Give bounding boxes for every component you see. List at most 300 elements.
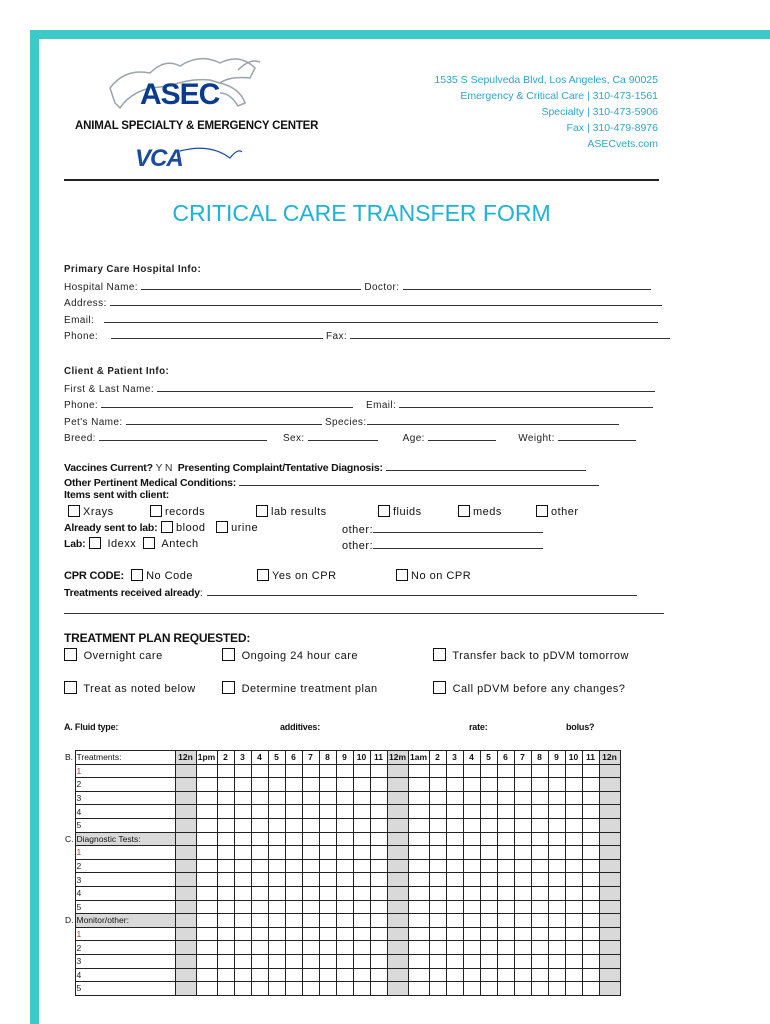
- schedule-cell[interactable]: [565, 764, 582, 778]
- schedule-cell[interactable]: [234, 764, 251, 778]
- schedule-cell[interactable]: [497, 832, 514, 846]
- schedule-cell[interactable]: [497, 927, 514, 941]
- schedule-cell[interactable]: [302, 968, 319, 982]
- sent-other-field[interactable]: [373, 522, 543, 533]
- schedule-cell[interactable]: [268, 873, 285, 887]
- schedule-cell[interactable]: [463, 778, 480, 792]
- schedule-cell[interactable]: [548, 778, 565, 792]
- treatments-received-field-2[interactable]: [64, 603, 664, 614]
- schedule-cell[interactable]: [302, 982, 319, 996]
- schedule-cell[interactable]: [268, 832, 285, 846]
- schedule-cell[interactable]: [353, 791, 370, 805]
- schedule-cell[interactable]: [319, 846, 336, 860]
- schedule-cell[interactable]: [175, 914, 196, 928]
- antech-checkbox[interactable]: [143, 537, 155, 549]
- schedule-cell[interactable]: [251, 832, 268, 846]
- schedule-cell[interactable]: [387, 818, 408, 832]
- schedule-cell[interactable]: [336, 832, 353, 846]
- schedule-cell[interactable]: [599, 778, 620, 792]
- schedule-cell[interactable]: [531, 982, 548, 996]
- schedule-cell[interactable]: [336, 846, 353, 860]
- idexx-checkbox[interactable]: [89, 537, 101, 549]
- schedule-cell[interactable]: [408, 927, 429, 941]
- schedule-cell[interactable]: [548, 846, 565, 860]
- grid-row-number[interactable]: 1: [75, 927, 175, 941]
- schedule-cell[interactable]: [175, 982, 196, 996]
- grid-row-number[interactable]: 2: [75, 859, 175, 873]
- schedule-cell[interactable]: [196, 941, 217, 955]
- schedule-cell[interactable]: [565, 818, 582, 832]
- schedule-cell[interactable]: [463, 873, 480, 887]
- schedule-cell[interactable]: [582, 982, 599, 996]
- schedule-cell[interactable]: [268, 900, 285, 914]
- schedule-cell[interactable]: [285, 778, 302, 792]
- schedule-cell[interactable]: [446, 886, 463, 900]
- schedule-cell[interactable]: [353, 927, 370, 941]
- schedule-cell[interactable]: [408, 873, 429, 887]
- schedule-cell[interactable]: [285, 832, 302, 846]
- schedule-cell[interactable]: [480, 764, 497, 778]
- checkbox[interactable]: [64, 648, 77, 661]
- schedule-cell[interactable]: [565, 941, 582, 955]
- schedule-cell[interactable]: [370, 818, 387, 832]
- schedule-cell[interactable]: [285, 873, 302, 887]
- schedule-cell[interactable]: [353, 764, 370, 778]
- schedule-cell[interactable]: [302, 805, 319, 819]
- schedule-cell[interactable]: [599, 886, 620, 900]
- schedule-cell[interactable]: [582, 886, 599, 900]
- schedule-cell[interactable]: [196, 873, 217, 887]
- schedule-cell[interactable]: [319, 832, 336, 846]
- schedule-cell[interactable]: [217, 818, 234, 832]
- schedule-cell[interactable]: [497, 791, 514, 805]
- schedule-cell[interactable]: [599, 914, 620, 928]
- yes-cpr-option[interactable]: [257, 569, 337, 582]
- grid-row-number[interactable]: 2: [75, 941, 175, 955]
- client-phone-field[interactable]: [101, 397, 353, 408]
- schedule-cell[interactable]: [353, 805, 370, 819]
- schedule-cell[interactable]: [599, 982, 620, 996]
- schedule-cell[interactable]: [408, 941, 429, 955]
- schedule-cell[interactable]: [548, 873, 565, 887]
- schedule-cell[interactable]: [196, 900, 217, 914]
- schedule-cell[interactable]: [408, 805, 429, 819]
- age-field[interactable]: [428, 430, 496, 441]
- schedule-cell[interactable]: [217, 832, 234, 846]
- schedule-cell[interactable]: [565, 859, 582, 873]
- schedule-cell[interactable]: [268, 764, 285, 778]
- plan-transfer-back[interactable]: [433, 648, 629, 662]
- schedule-cell[interactable]: [599, 832, 620, 846]
- schedule-cell[interactable]: [196, 778, 217, 792]
- schedule-cell[interactable]: [531, 914, 548, 928]
- urine-checkbox[interactable]: [216, 521, 228, 533]
- schedule-cell[interactable]: [370, 954, 387, 968]
- schedule-cell[interactable]: [196, 927, 217, 941]
- schedule-cell[interactable]: [497, 954, 514, 968]
- schedule-cell[interactable]: [268, 886, 285, 900]
- schedule-cell[interactable]: [480, 791, 497, 805]
- grid-row-number[interactable]: 3: [75, 791, 175, 805]
- schedule-cell[interactable]: [408, 968, 429, 982]
- schedule-cell[interactable]: [582, 900, 599, 914]
- schedule-cell[interactable]: [251, 941, 268, 955]
- schedule-cell[interactable]: [599, 818, 620, 832]
- schedule-cell[interactable]: [514, 832, 531, 846]
- schedule-cell[interactable]: [196, 846, 217, 860]
- schedule-cell[interactable]: [370, 968, 387, 982]
- schedule-cell[interactable]: [446, 805, 463, 819]
- schedule-cell[interactable]: [370, 791, 387, 805]
- schedule-cell[interactable]: [175, 791, 196, 805]
- schedule-cell[interactable]: [217, 968, 234, 982]
- schedule-cell[interactable]: [514, 927, 531, 941]
- schedule-cell[interactable]: [497, 764, 514, 778]
- grid-row-number[interactable]: 4: [75, 886, 175, 900]
- schedule-cell[interactable]: [531, 900, 548, 914]
- no-cpr-checkbox[interactable]: [396, 569, 408, 581]
- schedule-cell[interactable]: [429, 846, 446, 860]
- schedule-cell[interactable]: [336, 886, 353, 900]
- schedule-cell[interactable]: [370, 900, 387, 914]
- schedule-cell[interactable]: [285, 941, 302, 955]
- schedule-cell[interactable]: [217, 873, 234, 887]
- checkbox[interactable]: [433, 648, 446, 661]
- phone-field[interactable]: [111, 328, 323, 339]
- schedule-cell[interactable]: [531, 968, 548, 982]
- schedule-cell[interactable]: [565, 954, 582, 968]
- schedule-cell[interactable]: [234, 846, 251, 860]
- blood-checkbox[interactable]: [161, 521, 173, 533]
- schedule-cell[interactable]: [429, 764, 446, 778]
- schedule-cell[interactable]: [599, 859, 620, 873]
- website-line[interactable]: ASECvets.com: [587, 138, 658, 150]
- schedule-cell[interactable]: [531, 832, 548, 846]
- first-last-name-field[interactable]: [157, 381, 655, 392]
- schedule-cell[interactable]: [234, 941, 251, 955]
- schedule-cell[interactable]: [251, 873, 268, 887]
- schedule-cell[interactable]: [353, 818, 370, 832]
- schedule-cell[interactable]: [480, 968, 497, 982]
- schedule-cell[interactable]: [319, 805, 336, 819]
- schedule-cell[interactable]: [463, 914, 480, 928]
- schedule-cell[interactable]: [268, 791, 285, 805]
- schedule-cell[interactable]: [446, 832, 463, 846]
- schedule-cell[interactable]: [429, 886, 446, 900]
- schedule-cell[interactable]: [565, 900, 582, 914]
- schedule-cell[interactable]: [285, 886, 302, 900]
- checkbox[interactable]: [256, 505, 268, 517]
- schedule-cell[interactable]: [531, 846, 548, 860]
- grid-row-number[interactable]: 5: [75, 818, 175, 832]
- checkbox[interactable]: [64, 681, 77, 694]
- schedule-cell[interactable]: [336, 941, 353, 955]
- schedule-cell[interactable]: [251, 818, 268, 832]
- schedule-cell[interactable]: [196, 886, 217, 900]
- schedule-cell[interactable]: [196, 764, 217, 778]
- schedule-cell[interactable]: [353, 886, 370, 900]
- plan-overnight[interactable]: [64, 648, 163, 662]
- schedule-cell[interactable]: [387, 954, 408, 968]
- schedule-cell[interactable]: [302, 873, 319, 887]
- schedule-cell[interactable]: [565, 927, 582, 941]
- schedule-cell[interactable]: [217, 764, 234, 778]
- schedule-cell[interactable]: [234, 927, 251, 941]
- schedule-cell[interactable]: [582, 914, 599, 928]
- schedule-cell[interactable]: [446, 791, 463, 805]
- schedule-cell[interactable]: [463, 805, 480, 819]
- schedule-cell[interactable]: [217, 846, 234, 860]
- schedule-cell[interactable]: [480, 818, 497, 832]
- schedule-cell[interactable]: [370, 859, 387, 873]
- schedule-cell[interactable]: [268, 859, 285, 873]
- email-field[interactable]: [104, 312, 658, 323]
- schedule-cell[interactable]: [175, 764, 196, 778]
- schedule-cell[interactable]: [268, 927, 285, 941]
- schedule-cell[interactable]: [285, 859, 302, 873]
- checkbox[interactable]: [150, 505, 162, 517]
- schedule-cell[interactable]: [429, 873, 446, 887]
- weight-field[interactable]: [558, 430, 636, 441]
- schedule-cell[interactable]: [408, 791, 429, 805]
- schedule-cell[interactable]: [531, 778, 548, 792]
- schedule-cell[interactable]: [234, 805, 251, 819]
- schedule-cell[interactable]: [175, 778, 196, 792]
- schedule-cell[interactable]: [514, 968, 531, 982]
- schedule-cell[interactable]: [302, 832, 319, 846]
- schedule-cell[interactable]: [463, 818, 480, 832]
- plan-ongoing[interactable]: [222, 648, 358, 662]
- schedule-cell[interactable]: [251, 791, 268, 805]
- schedule-cell[interactable]: [234, 832, 251, 846]
- schedule-cell[interactable]: [251, 846, 268, 860]
- species-field[interactable]: [367, 414, 619, 425]
- schedule-cell[interactable]: [319, 941, 336, 955]
- schedule-cell[interactable]: [234, 982, 251, 996]
- schedule-cell[interactable]: [446, 818, 463, 832]
- schedule-cell[interactable]: [463, 900, 480, 914]
- schedule-cell[interactable]: [353, 873, 370, 887]
- schedule-cell[interactable]: [196, 791, 217, 805]
- schedule-cell[interactable]: [336, 968, 353, 982]
- schedule-cell[interactable]: [408, 832, 429, 846]
- schedule-cell[interactable]: [480, 914, 497, 928]
- schedule-cell[interactable]: [514, 941, 531, 955]
- schedule-cell[interactable]: [582, 832, 599, 846]
- schedule-cell[interactable]: [319, 778, 336, 792]
- schedule-cell[interactable]: [446, 954, 463, 968]
- schedule-cell[interactable]: [599, 764, 620, 778]
- grid-row-number[interactable]: 2: [75, 778, 175, 792]
- schedule-cell[interactable]: [565, 886, 582, 900]
- schedule-cell[interactable]: [370, 886, 387, 900]
- schedule-cell[interactable]: [446, 927, 463, 941]
- schedule-cell[interactable]: [319, 954, 336, 968]
- schedule-cell[interactable]: [531, 859, 548, 873]
- schedule-cell[interactable]: [217, 982, 234, 996]
- schedule-cell[interactable]: [268, 805, 285, 819]
- schedule-cell[interactable]: [599, 873, 620, 887]
- schedule-cell[interactable]: [548, 859, 565, 873]
- schedule-cell[interactable]: [582, 927, 599, 941]
- schedule-cell[interactable]: [251, 914, 268, 928]
- schedule-cell[interactable]: [268, 982, 285, 996]
- schedule-cell[interactable]: [463, 846, 480, 860]
- schedule-cell[interactable]: [446, 941, 463, 955]
- schedule-cell[interactable]: [514, 982, 531, 996]
- other-conditions-field[interactable]: [239, 475, 599, 486]
- schedule-cell[interactable]: [582, 941, 599, 955]
- schedule-cell[interactable]: [497, 778, 514, 792]
- schedule-cell[interactable]: [480, 805, 497, 819]
- schedule-cell[interactable]: [548, 968, 565, 982]
- pets-name-field[interactable]: [126, 414, 322, 425]
- schedule-cell[interactable]: [302, 941, 319, 955]
- schedule-cell[interactable]: [319, 982, 336, 996]
- grid-row-number[interactable]: 3: [75, 954, 175, 968]
- schedule-cell[interactable]: [370, 778, 387, 792]
- schedule-cell[interactable]: [548, 954, 565, 968]
- schedule-cell[interactable]: [353, 900, 370, 914]
- schedule-cell[interactable]: [196, 818, 217, 832]
- schedule-cell[interactable]: [446, 914, 463, 928]
- schedule-cell[interactable]: [268, 846, 285, 860]
- schedule-cell[interactable]: [480, 982, 497, 996]
- schedule-cell[interactable]: [370, 927, 387, 941]
- no-cpr-option[interactable]: [396, 569, 471, 582]
- schedule-cell[interactable]: [387, 846, 408, 860]
- schedule-cell[interactable]: [497, 968, 514, 982]
- plan-treat-noted[interactable]: [64, 681, 196, 695]
- address-field[interactable]: [110, 295, 662, 306]
- schedule-cell[interactable]: [196, 954, 217, 968]
- schedule-cell[interactable]: [408, 846, 429, 860]
- schedule-cell[interactable]: [429, 914, 446, 928]
- schedule-cell[interactable]: [370, 873, 387, 887]
- item-lab-results[interactable]: [256, 505, 327, 518]
- schedule-cell[interactable]: [408, 886, 429, 900]
- schedule-cell[interactable]: [480, 778, 497, 792]
- schedule-cell[interactable]: [217, 805, 234, 819]
- schedule-cell[interactable]: [446, 982, 463, 996]
- grid-row-number[interactable]: 4: [75, 805, 175, 819]
- schedule-cell[interactable]: [514, 914, 531, 928]
- schedule-cell[interactable]: [408, 859, 429, 873]
- schedule-cell[interactable]: [353, 914, 370, 928]
- schedule-cell[interactable]: [319, 873, 336, 887]
- schedule-cell[interactable]: [429, 927, 446, 941]
- schedule-cell[interactable]: [565, 791, 582, 805]
- schedule-cell[interactable]: [446, 873, 463, 887]
- schedule-cell[interactable]: [599, 954, 620, 968]
- schedule-cell[interactable]: [336, 900, 353, 914]
- schedule-cell[interactable]: [565, 832, 582, 846]
- schedule-cell[interactable]: [336, 791, 353, 805]
- schedule-cell[interactable]: [370, 914, 387, 928]
- treatments-received-field[interactable]: [207, 585, 637, 596]
- schedule-cell[interactable]: [429, 941, 446, 955]
- schedule-cell[interactable]: [582, 968, 599, 982]
- schedule-cell[interactable]: [565, 805, 582, 819]
- schedule-cell[interactable]: [336, 778, 353, 792]
- schedule-cell[interactable]: [268, 818, 285, 832]
- grid-row-number[interactable]: 3: [75, 873, 175, 887]
- schedule-cell[interactable]: [531, 954, 548, 968]
- schedule-cell[interactable]: [429, 859, 446, 873]
- schedule-cell[interactable]: [514, 764, 531, 778]
- schedule-cell[interactable]: [251, 778, 268, 792]
- schedule-cell[interactable]: [514, 886, 531, 900]
- grid-row-number[interactable]: 1: [75, 764, 175, 778]
- schedule-cell[interactable]: [387, 791, 408, 805]
- schedule-cell[interactable]: [251, 900, 268, 914]
- schedule-cell[interactable]: [582, 846, 599, 860]
- schedule-cell[interactable]: [446, 764, 463, 778]
- schedule-cell[interactable]: [497, 886, 514, 900]
- schedule-cell[interactable]: [497, 859, 514, 873]
- schedule-cell[interactable]: [582, 791, 599, 805]
- schedule-cell[interactable]: [599, 927, 620, 941]
- schedule-cell[interactable]: [302, 859, 319, 873]
- schedule-cell[interactable]: [175, 805, 196, 819]
- schedule-cell[interactable]: [429, 954, 446, 968]
- schedule-cell[interactable]: [302, 778, 319, 792]
- schedule-cell[interactable]: [302, 818, 319, 832]
- grid-row-number[interactable]: 5: [75, 900, 175, 914]
- schedule-cell[interactable]: [285, 914, 302, 928]
- schedule-cell[interactable]: [175, 941, 196, 955]
- schedule-cell[interactable]: [497, 846, 514, 860]
- schedule-cell[interactable]: [387, 805, 408, 819]
- schedule-cell[interactable]: [319, 927, 336, 941]
- schedule-cell[interactable]: [217, 900, 234, 914]
- vaccines-yn[interactable]: Y N: [155, 462, 173, 474]
- schedule-cell[interactable]: [370, 941, 387, 955]
- schedule-cell[interactable]: [497, 805, 514, 819]
- client-email-field[interactable]: [399, 397, 653, 408]
- schedule-cell[interactable]: [429, 818, 446, 832]
- schedule-cell[interactable]: [353, 832, 370, 846]
- schedule-cell[interactable]: [480, 873, 497, 887]
- schedule-cell[interactable]: [302, 900, 319, 914]
- schedule-cell[interactable]: [217, 927, 234, 941]
- schedule-cell[interactable]: [319, 886, 336, 900]
- schedule-cell[interactable]: [582, 818, 599, 832]
- schedule-cell[interactable]: [531, 791, 548, 805]
- schedule-cell[interactable]: [285, 954, 302, 968]
- schedule-cell[interactable]: [514, 846, 531, 860]
- schedule-cell[interactable]: [387, 778, 408, 792]
- schedule-cell[interactable]: [175, 873, 196, 887]
- schedule-cell[interactable]: [175, 900, 196, 914]
- schedule-cell[interactable]: [463, 764, 480, 778]
- schedule-cell[interactable]: [429, 982, 446, 996]
- schedule-cell[interactable]: [497, 982, 514, 996]
- schedule-cell[interactable]: [353, 846, 370, 860]
- schedule-cell[interactable]: [370, 832, 387, 846]
- schedule-cell[interactable]: [429, 805, 446, 819]
- schedule-cell[interactable]: [319, 818, 336, 832]
- schedule-cell[interactable]: [429, 778, 446, 792]
- schedule-cell[interactable]: [429, 791, 446, 805]
- schedule-cell[interactable]: [599, 941, 620, 955]
- schedule-cell[interactable]: [565, 982, 582, 996]
- no-code-checkbox[interactable]: [131, 569, 143, 581]
- checkbox[interactable]: [68, 505, 80, 517]
- plan-call-pdvm[interactable]: [433, 681, 625, 695]
- schedule-cell[interactable]: [531, 818, 548, 832]
- schedule-cell[interactable]: [408, 900, 429, 914]
